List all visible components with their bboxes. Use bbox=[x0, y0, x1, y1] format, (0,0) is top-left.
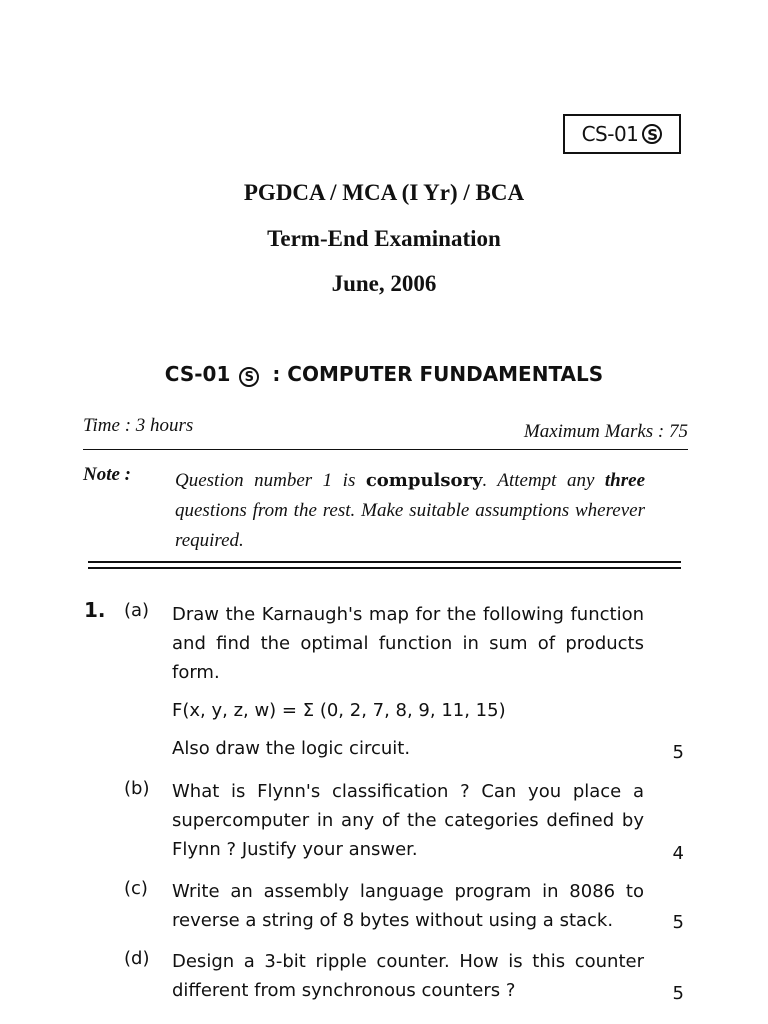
part-label-d: (d) bbox=[124, 948, 150, 969]
part-d-text: Design a 3-bit ripple counter. How is this counter different from synchronous counters ? bbox=[172, 951, 644, 1001]
paper-code-circle: S bbox=[642, 124, 662, 144]
note-bold-compulsory: compulsory bbox=[365, 470, 483, 491]
part-a-formula: F(x, y, z, w) = Σ (0, 2, 7, 8, 9, 11, 15) bbox=[172, 700, 506, 721]
subject-title: : COMPUTER FUNDAMENTALS bbox=[272, 362, 604, 386]
note-text-part: questions from the rest. Make suitable assumptions wherever required. bbox=[175, 500, 645, 551]
divider-line bbox=[83, 449, 688, 450]
time-allowed: Time : 3 hours bbox=[83, 415, 194, 436]
subject-code-circle: S bbox=[239, 367, 259, 387]
part-c-text: Write an assembly language program in 8086 to reverse a string of 8 bytes without using a stack. bbox=[172, 881, 644, 931]
maximum-marks: Maximum Marks : 75 bbox=[523, 421, 688, 442]
paper-code-box bbox=[563, 114, 681, 154]
part-b-marks: 4 bbox=[672, 843, 684, 864]
part-a-extra: Also draw the logic circuit. bbox=[172, 738, 411, 759]
part-c-marks: 5 bbox=[672, 912, 684, 933]
subject-heading bbox=[0, 362, 768, 387]
part-d-marks: 5 bbox=[672, 983, 684, 1004]
part-b-text: What is Flynn's classification ? Can you place a supercomputer in any of the categories defined by Flynn ? Justify your answer. bbox=[172, 781, 644, 860]
part-label-a: (a) bbox=[124, 600, 150, 621]
note-text-part: . Attempt any bbox=[482, 470, 605, 491]
note-text bbox=[175, 466, 645, 556]
exam-date: June, 2006 bbox=[331, 271, 437, 296]
note-bold-three: three bbox=[604, 470, 646, 491]
paper-code: CS-01 bbox=[581, 122, 639, 146]
part-a-text: Draw the Karnaugh's map for the following function and find the optimal function in sum of products form. bbox=[172, 604, 644, 683]
subject-code: CS-01 bbox=[164, 362, 231, 386]
double-rule-bottom bbox=[88, 567, 681, 569]
part-a-marks: 5 bbox=[672, 742, 684, 763]
note-label: Note : bbox=[83, 464, 132, 485]
question-number: 1. bbox=[84, 598, 106, 622]
exam-title: Term-End Examination bbox=[267, 226, 501, 251]
part-label-b: (b) bbox=[124, 778, 150, 799]
note-text-part: Question number 1 is bbox=[175, 470, 366, 491]
programme-title: PGDCA / MCA (I Yr) / BCA bbox=[243, 180, 525, 205]
part-label-c: (c) bbox=[124, 878, 148, 899]
double-rule-top bbox=[88, 561, 681, 563]
